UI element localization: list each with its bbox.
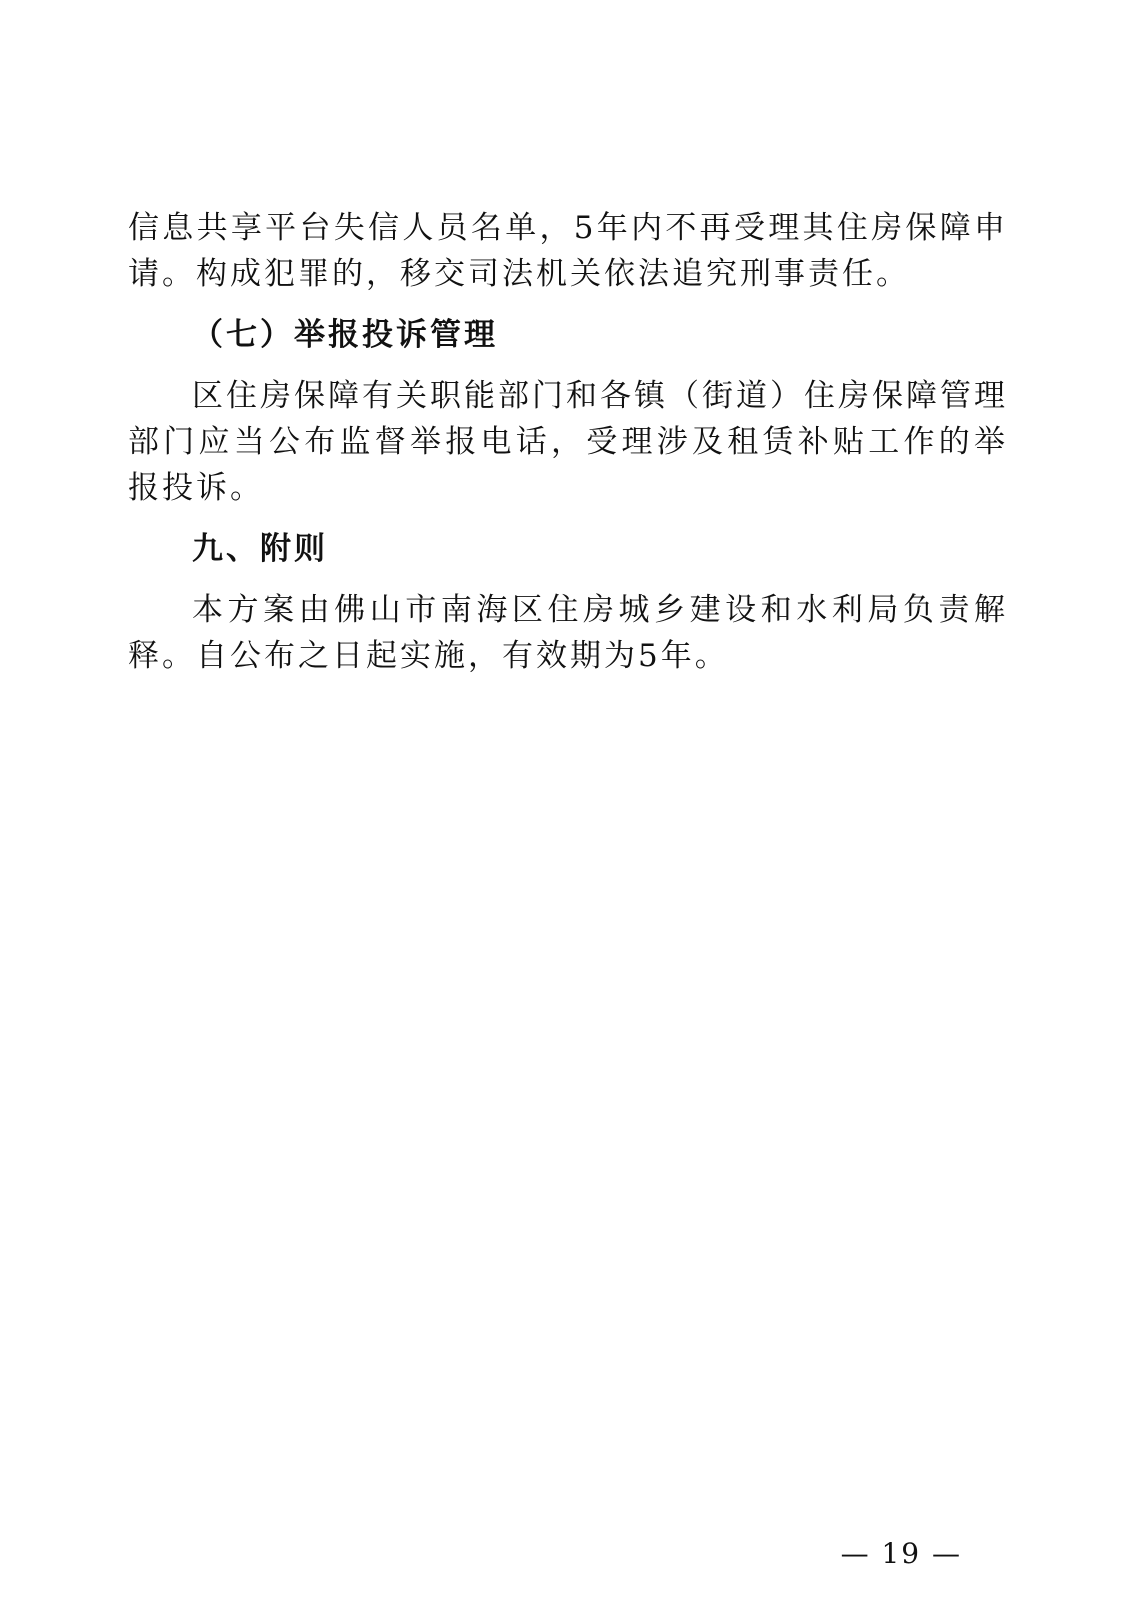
page-number: — 19 — [840, 1537, 962, 1570]
paragraph-report-complaint: 区住房保障有关职能部门和各镇（街道）住房保障管理部门应当公布监督举报电话，受理涉及租赁补贴工作的举报投诉。 [128, 378, 1008, 506]
paragraph-continuation: 信息共享平台失信人员名单，5年内不再受理其住房保障申请。构成犯罪的，移交司法机关依法追究刑事责任。 [128, 210, 1008, 292]
section-heading-appendix: 九、附则 [192, 531, 328, 567]
paragraph-appendix: 本方案由佛山市南海区住房城乡建设和水利局负责解释。自公布之日起实施，有效期为5年。 [128, 592, 1008, 674]
section-heading-report-complaint: （七）举报投诉管理 [192, 317, 498, 353]
document-body [128, 205, 1008, 694]
